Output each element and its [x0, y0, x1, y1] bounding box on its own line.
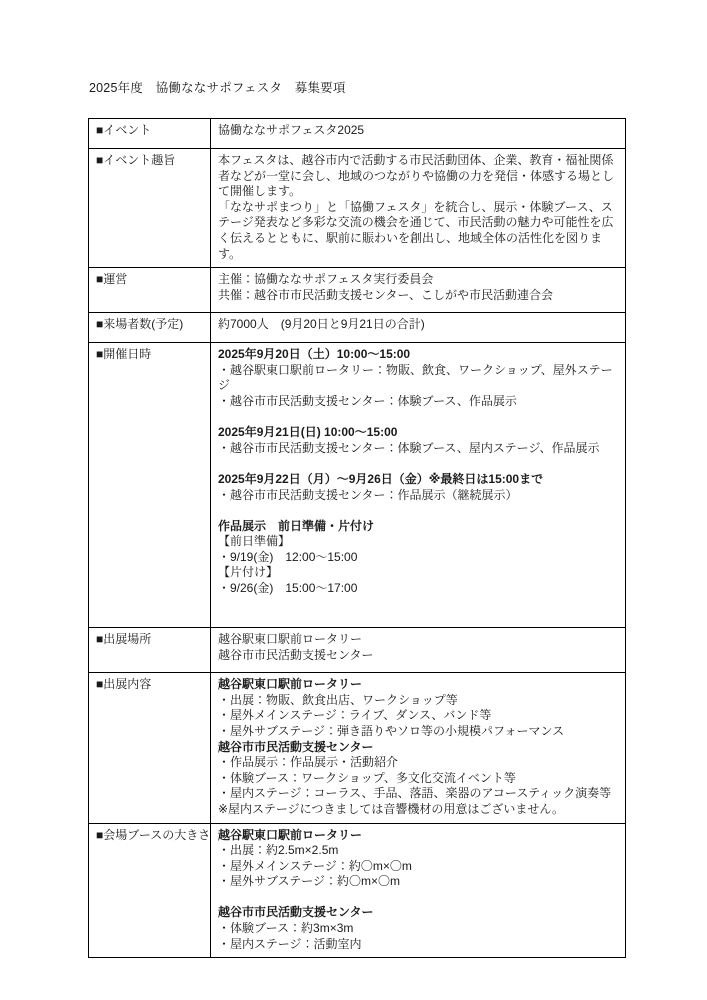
row-content-cell — [211, 119, 626, 149]
row-label-cell: ■開催日時 — [89, 343, 211, 628]
content-line: ・越谷駅東口駅前ロータリー：物販、飲食、ワークショップ、屋外ステージ — [218, 362, 613, 393]
content-line: ※屋内ステージにつきましては音響機材の用意はございません。 — [218, 801, 565, 816]
content-line: ・体験ブース：約3m×3m — [218, 921, 354, 936]
content-line: 【前日準備】 — [218, 534, 291, 549]
content-line: 2025年9月20日（土）10:00～15:00 — [218, 347, 411, 362]
row-label-cell: ■来場者数(予定) — [89, 313, 211, 343]
content-line: ・体験ブース：ワークショップ、多文化交流イベント等 — [218, 770, 516, 785]
content-line — [218, 503, 620, 519]
row-label-cell: ■運営 — [89, 268, 211, 313]
content-line — [218, 456, 620, 472]
content-line: ・屋内ステージ：活動室内 — [218, 936, 362, 951]
content-line: 【片付け】 — [218, 565, 279, 580]
content-line: ・屋外メインステージ：ライブ、ダンス、バンド等 — [218, 708, 492, 723]
content-line: 作品展示 前日準備・片付け — [218, 518, 375, 533]
row-label-cell: ■イベント — [89, 119, 211, 149]
guidelines-table — [88, 118, 626, 958]
content-line: ・作品展示：作品展示・活動紹介 — [218, 755, 399, 770]
row-content-cell — [211, 149, 626, 268]
table-row — [89, 149, 626, 268]
content-line: ・9/26(金) 15:00～17:00 — [218, 581, 358, 596]
content-line: 越谷市市民活動支援センター — [218, 739, 374, 754]
content-line: 2025年9月21日(日) 10:00～15:00 — [218, 425, 398, 440]
content-line: 共催：越谷市市民活動支援センター、こしがや市民活動連合会 — [218, 287, 554, 302]
table-row — [89, 673, 626, 823]
content-line: 越谷駅東口駅前ロータリー — [218, 632, 363, 647]
content-line: ・屋内ステージ：コーラス、手品、落語、楽器のアコースティック演奏等 — [218, 786, 612, 801]
table-row — [89, 628, 626, 673]
table-row — [89, 343, 626, 628]
content-line: 越谷駅東口駅前ロータリー — [218, 677, 363, 692]
row-label-cell: ■会場ブースの大きさ — [89, 823, 211, 958]
table-row — [89, 268, 626, 313]
content-line: ・屋外サブステージ：弾き語りやソロ等の小規模パフォーマンス — [218, 723, 565, 738]
content-line: 越谷市市民活動支援センター — [218, 647, 374, 662]
row-content-cell — [211, 673, 626, 823]
table-row — [89, 823, 626, 958]
content-line: 越谷市市民活動支援センター — [218, 905, 374, 920]
content-line: 「ななサポまつり」と「協働フェスタ」を統合し、展示・体験ブース、ステージ発表など多彩な交流の機会を通じて、市民活動の魅力や可能性を広く伝えるとともに、駅前に賑わいを創出し、地域全体の活性化を図ります。 — [218, 199, 614, 261]
row-label-cell: ■出展内容 — [89, 673, 211, 823]
content-line: ・越谷市市民活動支援センター：体験ブース、屋内ステージ、作品展示 — [218, 440, 600, 455]
content-line: ・9/19(金) 12:00～15:00 — [218, 549, 358, 564]
table-row — [89, 119, 626, 149]
content-line: ・屋外サブステージ：約〇m×〇m — [218, 874, 401, 889]
table-row — [89, 313, 626, 343]
content-line: ・出展：物販、飲食出店、ワークショップ等 — [218, 692, 458, 707]
content-line: ・出展：約2.5m×2.5m — [218, 843, 339, 858]
row-content-cell — [211, 343, 626, 628]
content-line: 2025年9月22日（月）～9月26日（金）※最終日は15:00まで — [218, 471, 544, 486]
row-content-cell — [211, 268, 626, 313]
row-label-cell: ■出展場所 — [89, 628, 211, 673]
row-content-cell — [211, 628, 626, 673]
content-line: 本フェスタは、越谷市内で活動する市民活動団体、企業、教育・福祉関係者などが一堂に会し、地域のつながりや協働の力を発信・体感する場として開催します。 — [218, 153, 615, 199]
content-line: 協働ななサポフェスタ2025 — [218, 123, 365, 137]
content-line: 越谷駅東口駅前ロータリー — [218, 827, 363, 842]
content-line: 約7000人 (9月20日と9月21日の合計) — [218, 317, 425, 332]
content-line — [218, 890, 620, 906]
row-content-cell — [211, 823, 626, 958]
content-line: ・越谷市市民活動支援センター：体験ブース、作品展示 — [218, 393, 517, 408]
content-line: ・越谷市市民活動支援センター：作品展示（継続展示） — [218, 487, 518, 502]
content-line: ・屋外メインステージ：約〇m×〇m — [218, 858, 412, 873]
document-title: 2025年度 協働ななサポフェスタ 募集要項 — [89, 81, 346, 95]
content-line: 主催：協働ななサポフェスタ実行委員会 — [218, 272, 434, 287]
content-line — [218, 410, 620, 426]
row-content-cell — [211, 313, 626, 343]
guidelines-table-body — [89, 119, 626, 958]
row-label-cell: ■イベント趣旨 — [89, 149, 211, 268]
